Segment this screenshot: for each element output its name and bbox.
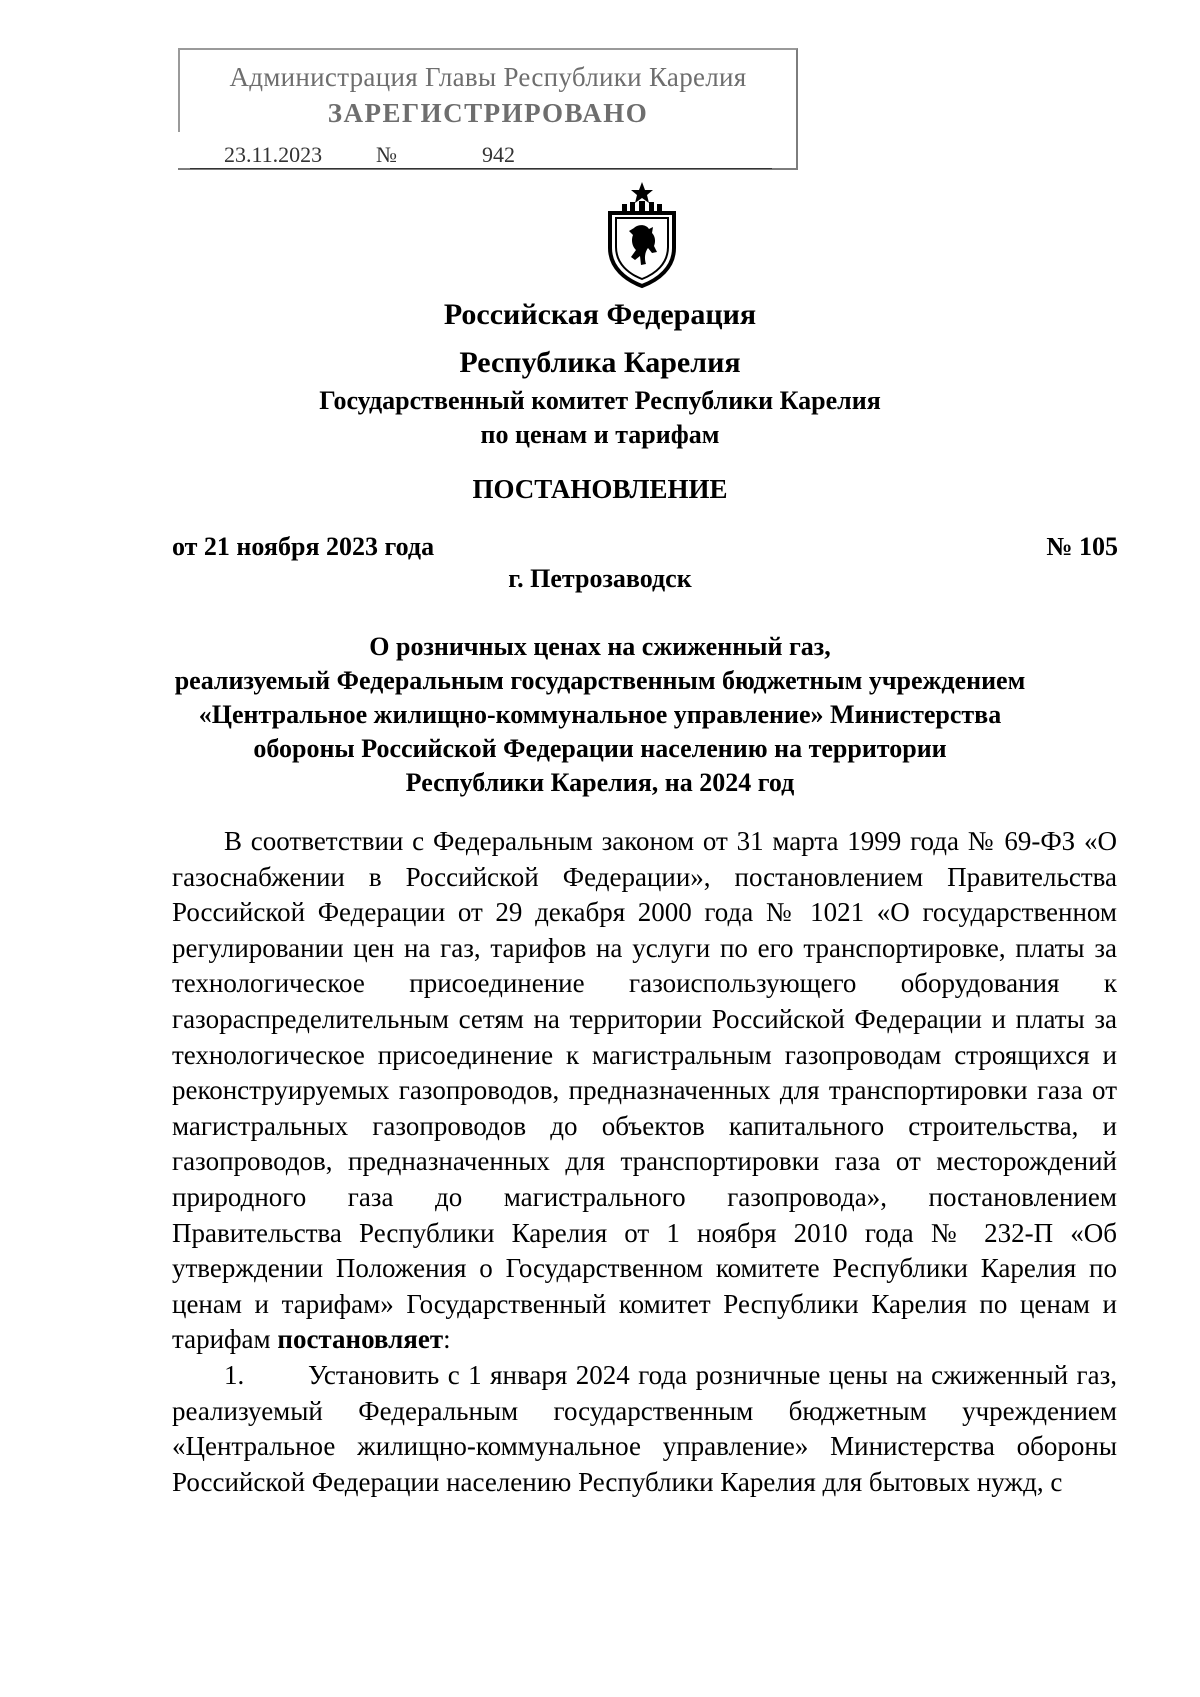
document-title: [0, 630, 1200, 800]
document-type: ПОСТАНОВЛЕНИЕ: [472, 474, 728, 504]
decree-colon: :: [443, 1324, 451, 1355]
decree-word: постановляет: [277, 1324, 444, 1355]
federation-heading: Российская Федерация: [443, 298, 757, 331]
preamble-paragraph: [172, 824, 1117, 1358]
title-line: Республики Карелия, на 2024 год: [405, 768, 795, 797]
title-line: обороны Российской Федерации населению на территории: [253, 734, 947, 763]
karelia-coat-of-arms-icon: [600, 180, 684, 290]
item-text: Установить с 1 января 2024 года розничные цены на сжиженный газ, реализуемый Федеральным государственным бюджетным учреждением «Центральное жилищно-коммунальное управление» Министерства обороны Российской Федерации населению Республики Карелия для бытовых нужд, с: [172, 1359, 1117, 1497]
stamp-authority: Администрация Главы Республики Карелия: [229, 62, 747, 92]
preamble-text: В соответствии с Федеральным законом от 31 марта 1999 года № 69-ФЗ «О газоснабжении в Российской Федерации», постановлением Правительства Российской Федерации от 29 декабря 2000 года № 1021 «О государственном регулировании цен на газ, тарифов на услуги по его транспортировке, платы за технологическое присоединение газоиспользующего оборудования к газораспределительным сетям на территории Российской Федерации и платы за технологическое присоединение к магистральным газопроводам строящихся и реконструируемых газопроводов, предназначенных для транспортировки газа от магистральных газопроводов до объектов капитального строительства, и газопроводов, предназначенных для транспортировки газа от месторождений природного газа до магистрального газопровода», постановлением Правительства Республики Карелия от 1 ноября 2010 года № 232-П «Об утверждении Положения о Государственном комитете Республики Карелия по ценам и тарифам» Государственный комитет Республики Карелия по ценам и тарифам: [172, 826, 1117, 1355]
stamp-registration-line: [178, 142, 598, 170]
title-line: «Центральное жилищно-коммунальное управление» Министерства: [198, 700, 1002, 729]
document-body: [172, 824, 1117, 1500]
stamp-underline: [190, 168, 772, 169]
stamp-number: 942: [482, 142, 515, 167]
title-line: О розничных ценах на сжиженный газ,: [369, 632, 831, 661]
item-number: 1.: [224, 1359, 245, 1390]
document-date: от 21 ноября 2023 года: [172, 532, 435, 561]
committee-heading-line1: Государственный комитет Республики Карелия: [319, 386, 881, 415]
title-line: реализуемый Федеральным государственным бюджетным учреждением: [174, 666, 1026, 695]
stamp-number-sign: №: [376, 142, 397, 167]
document-city: г. Петрозаводск: [508, 564, 692, 593]
list-item: [172, 1358, 1117, 1500]
republic-heading: Республика Карелия: [459, 346, 741, 379]
committee-heading-line2: по ценам и тарифам: [480, 420, 720, 449]
stamp-date: 23.11.2023: [224, 142, 323, 167]
stamp-registered-label: ЗАРЕГИСТРИРОВАНО: [327, 98, 649, 128]
document-number: № 105: [1046, 532, 1118, 561]
